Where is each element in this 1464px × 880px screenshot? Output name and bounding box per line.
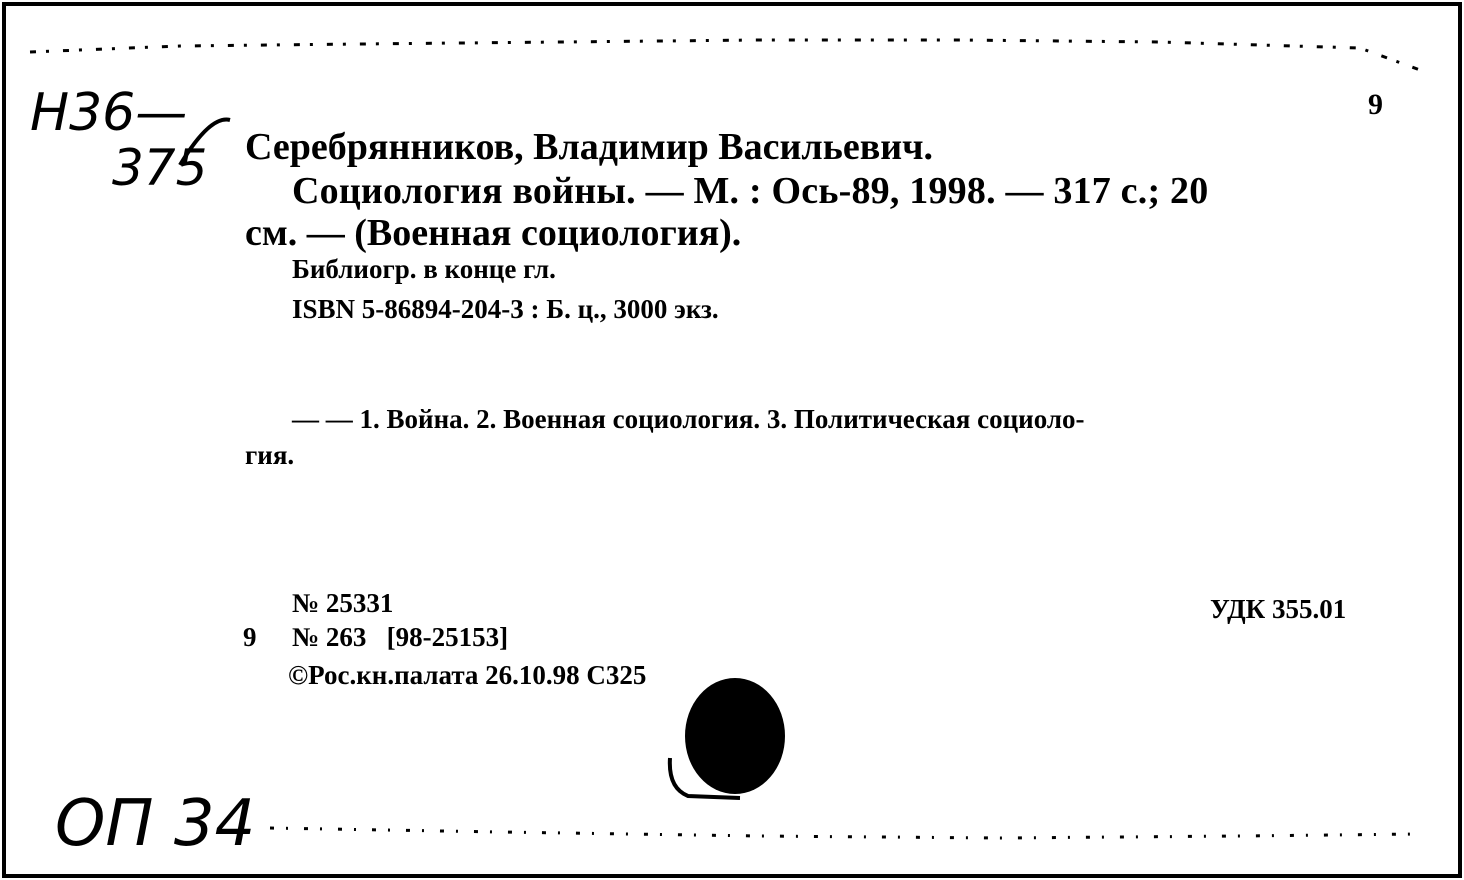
isbn-line: ISBN 5-86894-204-3 : Б. ц., 3000 экз. <box>292 294 719 324</box>
book-chamber-line: ©Рос.кн.палата 26.10.98 С325 <box>288 660 647 690</box>
title-line-1: Социология войны. — М. : Ось-89, 1998. — 317 с.; 20 <box>292 170 1209 212</box>
handwritten-shelf-mark-top <box>20 75 240 195</box>
shelf-mark-bottom-text: ОП 34 <box>55 787 256 861</box>
batch-number: № 263 [98-25153] <box>292 622 509 652</box>
shelf-mark-top-text: Н36— <box>30 83 188 143</box>
record-number: № 25331 <box>292 588 394 618</box>
subjects-line-1: — — 1. Война. 2. Военная социология. 3. Политическая социоло- <box>292 404 1085 434</box>
bottom-edge-noise <box>0 810 1464 870</box>
batch-prefix: 9 <box>243 622 257 652</box>
shelf-mark-sub-text: 375 <box>112 139 208 197</box>
title-line-2: см. — (Военная социология). <box>245 212 742 254</box>
punched-hole <box>640 668 840 828</box>
bibliography-note: Библиогр. в конце гл. <box>292 254 556 284</box>
author-heading: Серебрянников, Владимир Васильевич. <box>245 126 934 168</box>
card-number: 9 <box>1368 88 1383 121</box>
udc-code: УДК 355.01 <box>1210 594 1347 624</box>
top-edge-noise <box>0 0 1464 80</box>
subjects-line-2: гия. <box>245 440 295 470</box>
